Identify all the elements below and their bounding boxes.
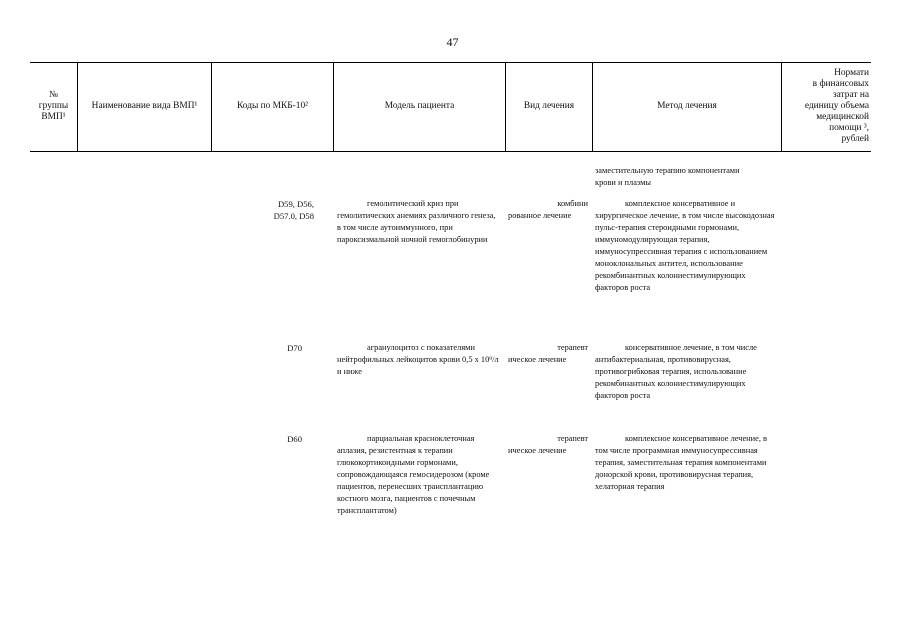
- header-patient-model: Модель пациента: [384, 101, 455, 111]
- treatment-method-cell: комплексное консервативное и хирургическое лечение, в том числе высокодозная пульс-терапия стероидными гормонами, иммуномодулирующая терапия, иммуносупрессивная терапия с использованием моноклональных антител, использование рекомбинантных колониестимулирующих факторов роста: [595, 199, 775, 292]
- treatment-type-part: комбини: [557, 199, 588, 208]
- treatment-method-cell: консервативное лечение, в том числе антибактериальная, противовирусная, противогрибковая терапия, использование рекомбинантных колониестимулирующих факторов роста: [595, 343, 757, 400]
- header-vmp-name: Наименование вида ВМП¹: [91, 101, 198, 111]
- table-header-bottom-rule: [30, 151, 871, 152]
- treatment-type-part: терапевт: [557, 434, 588, 443]
- patient-model-cell: гемолитический криз при гемолитических анемиях различного генеза, в том числе аутоиммунного, при пароксизмальной ночной гемоглобинурии: [337, 199, 496, 244]
- icd-codes-cell: D70: [287, 343, 302, 353]
- treatment-method-cell: комплексное консервативное лечение, в том числе программная иммуносупрессивная терапия, заместительная терапия компонентами донорской крови, противовирусная терапия, хелаторная терапия: [595, 434, 768, 491]
- treatment-type-cell: [508, 198, 588, 222]
- treatment-type-part: рованное лечение: [508, 211, 572, 220]
- patient-model-cell: агранулоцитоз с показателями нейтрофильных лейкоцитов крови 0,5 х 10⁹/л и ниже: [337, 343, 499, 376]
- treatment-type-cell: [508, 342, 588, 366]
- icd-codes-cell: D60: [287, 434, 302, 444]
- patient-model-cell: парциальная красноклеточная аплазия, резистентная к терапии глюкокортикоидными гормонами, сопровождающаяся гемосидерозом (кроме пациентов, перенесших трансплантацию костного мозга, пациентов с почечным трансплантатом): [337, 434, 490, 515]
- treatment-type-part: терапевт: [557, 343, 588, 352]
- method-continuation: заместительную терапию компонентами крови и плазмы: [595, 166, 740, 187]
- treatment-type-part: ическое лечение: [508, 355, 567, 364]
- header-icd-codes: Коды по МКБ-10²: [237, 101, 308, 111]
- header-treatment-method: Метод лечения: [657, 101, 717, 111]
- header-group-number: № группы ВМП¹: [38, 90, 69, 122]
- icd-codes-cell: D59, D56, D57.0, D58: [273, 199, 314, 221]
- header-financial-norm: Нормати в финансовых затрат на единицу объема медицинской помощи ³, рублей: [804, 68, 869, 144]
- header-treatment-type: Вид лечения: [523, 101, 575, 111]
- page-number: 47: [446, 35, 459, 49]
- treatment-type-cell: [508, 433, 588, 457]
- treatment-type-part: ическое лечение: [508, 446, 567, 455]
